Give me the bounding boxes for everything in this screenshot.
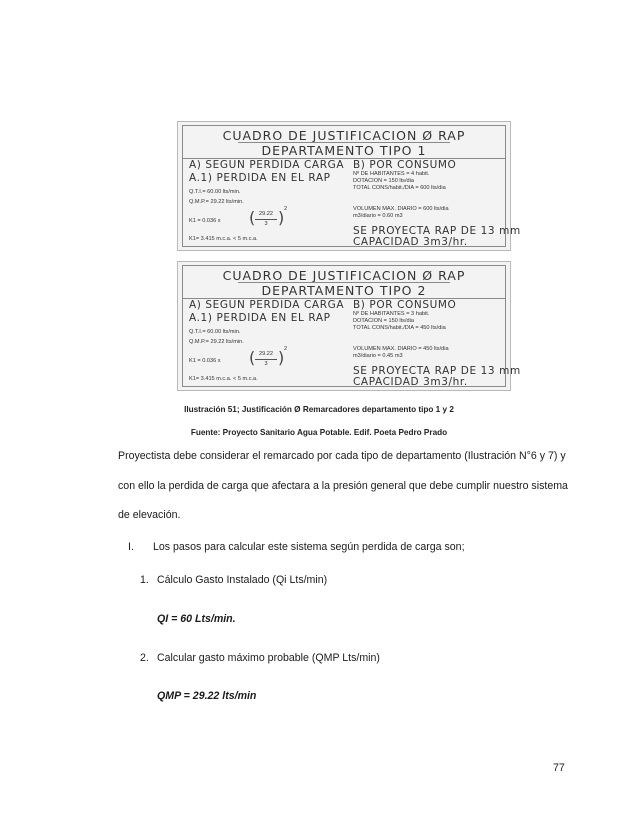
list-item-2-value: QMP = 29.22 lts/min [157,690,257,702]
close-paren: ) [278,208,285,227]
row-dotacion: DOTACION = 150 lts/dia [353,178,414,184]
figure-frame [182,125,521,248]
list-roman-text: Los pasos para calcular este sistema según perdida de carga son; [153,541,465,553]
section-a-heading: A) SEGUN PERDIDA CARGA [189,299,345,311]
section-b-heading: B) POR CONSUMO [353,159,457,171]
qmp-row: Q.M.P.= 29.22 lts/min. [189,199,244,205]
conclusion-capacidad: CAPACIDAD 3m3/hr. [353,376,468,388]
k1-formula: K1 = 0.036 x [189,358,221,364]
qti-row: Q.T.I.= 60.00 lts/min. [189,329,241,335]
exponent: 2 [284,206,288,212]
k1-result: K1= 3.415 m.c.a. < 5 m.c.a. [189,376,258,382]
fraction-numerator: 29.22 [259,351,273,357]
list-item-1-text: Cálculo Gasto Instalado (Qi Lts/min) [157,574,328,586]
fraction-denominator: 3 [264,361,268,367]
row-dotacion: DOTACION = 150 lts/dia [353,318,414,324]
section-a-heading: A) SEGUN PERDIDA CARGA [189,159,345,171]
row-total-cons: TOTAL CONS/habit./DIA = 600 lts/dia [353,185,446,191]
exponent: 2 [284,346,288,352]
fraction-bar [255,359,277,360]
row-volumen: VOLUMEN MAX. DIARIO = 600 lts/dia [353,206,449,212]
row-m3-diario: m3/diario = 0.60 m3 [353,213,403,219]
section-b-heading: B) POR CONSUMO [353,299,457,311]
figure-subtitle: DEPARTAMENTO TIPO 2 [261,283,427,298]
k1-result: K1= 3.415 m.c.a. < 5 m.c.a. [189,236,258,242]
list-roman-marker: I. [128,541,134,553]
figure-source: Fuente: Proyecto Sanitario Agua Potable. Edif. Poeta Pedro Prado [190,428,448,437]
paragraph-line-2: con ello la perdida de carga que afectara a la presión general que debe cumplir nuestro sistema [118,480,568,492]
section-a1-heading: A.1) PERDIDA EN EL RAP [189,172,331,184]
figure-subtitle: DEPARTAMENTO TIPO 1 [261,143,427,158]
row-volumen: VOLUMEN MAX. DIARIO = 450 lts/dia [353,346,449,352]
list-item-2-text: Calcular gasto máximo probable (QMP Lts/min) [157,652,380,664]
k1-formula: K1 = 0.036 x [189,218,221,224]
list-item-1-number: 1. [140,574,149,586]
fraction-denominator: 3 [264,221,268,227]
row-habitantes: Nº DE HABITANTES = 3 habit. [353,311,430,317]
figure-cuadro-tipo-1 [177,121,521,251]
conclusion-rap: SE PROYECTA RAP DE 13 mm [353,365,521,377]
row-total-cons: TOTAL CONS/habit./DIA = 450 lts/dia [353,325,446,331]
open-paren: ( [249,348,256,367]
figure-caption: Ilustración 51; Justificación Ø Remarcadores departamento tipo 1 y 2 [184,405,454,414]
open-paren: ( [249,208,256,227]
figure-title: CUADRO DE JUSTIFICACION Ø RAP [222,128,466,143]
list-item-1-value: QI = 60 Lts/min. [157,613,236,625]
figure-frame [182,265,521,388]
figure-cuadro-tipo-2 [177,261,521,391]
fraction-numerator: 29.22 [259,211,273,217]
conclusion-capacidad: CAPACIDAD 3m3/hr. [353,236,468,248]
row-m3-diario: m3/diario = 0.45 m3 [353,353,403,359]
paragraph-line-3: de elevación. [118,509,181,521]
page-number: 77 [553,762,565,774]
fraction-bar [255,219,277,220]
paragraph-line-1: Proyectista debe considerar el remarcado por cada tipo de departamento (Ilustración N°6 y 7) y [118,450,566,462]
row-habitantes: Nº DE HABITANTES = 4 habit. [353,171,430,177]
conclusion-rap: SE PROYECTA RAP DE 13 mm [353,225,521,237]
list-item-2-number: 2. [140,652,149,664]
section-a1-heading: A.1) PERDIDA EN EL RAP [189,312,331,324]
qti-row: Q.T.I.= 60.00 lts/min. [189,189,241,195]
close-paren: ) [278,348,285,367]
qmp-row: Q.M.P.= 29.22 lts/min. [189,339,244,345]
figure-title: CUADRO DE JUSTIFICACION Ø RAP [222,268,466,283]
